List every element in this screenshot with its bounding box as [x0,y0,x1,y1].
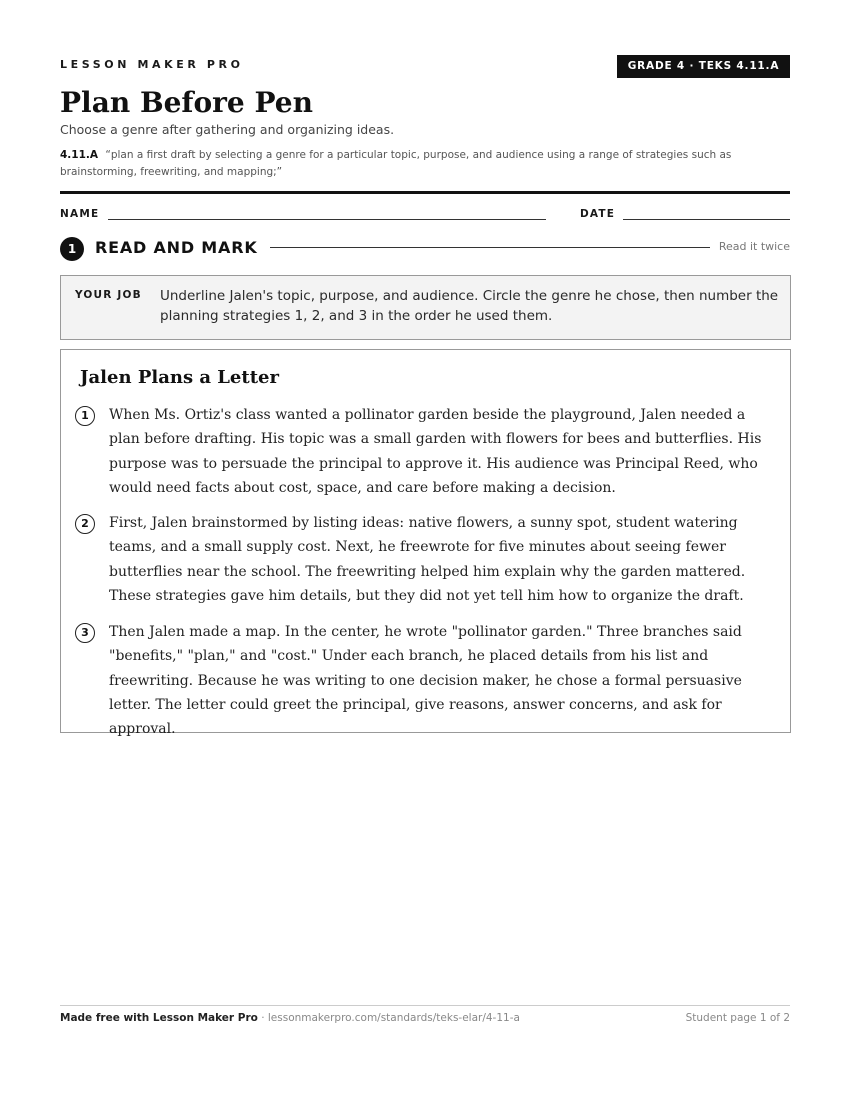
paragraph-number-badge: 2 [75,514,95,534]
paragraph-number-badge: 1 [75,406,95,426]
footer-page-number: Student page 1 of 2 [685,1012,790,1024]
section-number-badge: 1 [60,237,84,261]
passage-box [60,349,791,738]
paragraph-number-badge: 3 [75,623,95,643]
job-box [60,275,791,340]
header-divider [60,191,790,194]
page-title: Plan Before Pen [60,86,313,119]
section-divider [270,247,710,248]
section-note: Read it twice [718,240,790,253]
grade-badge: GRADE 4 · TEKS 4.11.A [617,55,790,78]
footer-separator: · [257,1012,268,1024]
standard-code: 4.11.A [60,149,99,161]
job-label: YOUR JOB [75,289,142,301]
footer-credit [60,1012,520,1024]
section-title: READ AND MARK [95,238,258,257]
footer-divider [60,1005,790,1006]
paragraph-text: When Ms. Ortiz's class wanted a pollinator garden beside the playground, Jalen needed a plan before drafting. His topic was a small garden with flowers for bees and butterflies. His purpose was to persuade the principal to approve it. His audience was Principal Reed, who would need facts about cost, space, and care before making a decision. [109,407,762,496]
job-instructions: Underline Jalen's topic, purpose, and audience. Circle the genre he chose, then number the planning strategies 1, 2, and 3 in the order he used them. [160,288,779,324]
name-label: NAME [60,208,100,220]
page-subtitle: Choose a genre after gathering and organizing ideas. [60,122,395,137]
passage-title: Jalen Plans a Letter [80,367,279,388]
standard-text: “plan a first draft by selecting a genre for a particular topic, purpose, and audience using a range of strategies such as brainstorming, freewriting, and mapping;” [60,149,732,178]
standard-statement [60,147,790,181]
name-line[interactable] [108,219,546,220]
paragraph-text: First, Jalen brainstormed by listing ideas: native flowers, a sunny spot, student watering teams, and a small supply cost. Next, he freewrote for five minutes about seeing fewer butterflies near the school. The freewriting helped him explain why the garden mattered. These strategies gave him details, but they did not yet tell him how to organize the draft. [109,515,746,604]
footer-url[interactable]: lessonmakerpro.com/standards/teks-elar/4-11-a [267,1012,520,1024]
paragraph-text: Then Jalen made a map. In the center, he wrote "pollinator garden." Three branches said "benefits," "plan," and "cost." Under each branch, he placed details from his list and freewriting. Because he was writing to one decision maker, he chose a formal persuasive letter. The letter could greet the principal, give reasons, answer concerns, and ask for approval. [109,624,742,738]
date-label: DATE [580,208,616,220]
brand-name: LESSON MAKER PRO [60,58,244,71]
footer-made-with: Made free with Lesson Maker Pro [60,1012,258,1024]
date-line[interactable] [623,219,790,220]
